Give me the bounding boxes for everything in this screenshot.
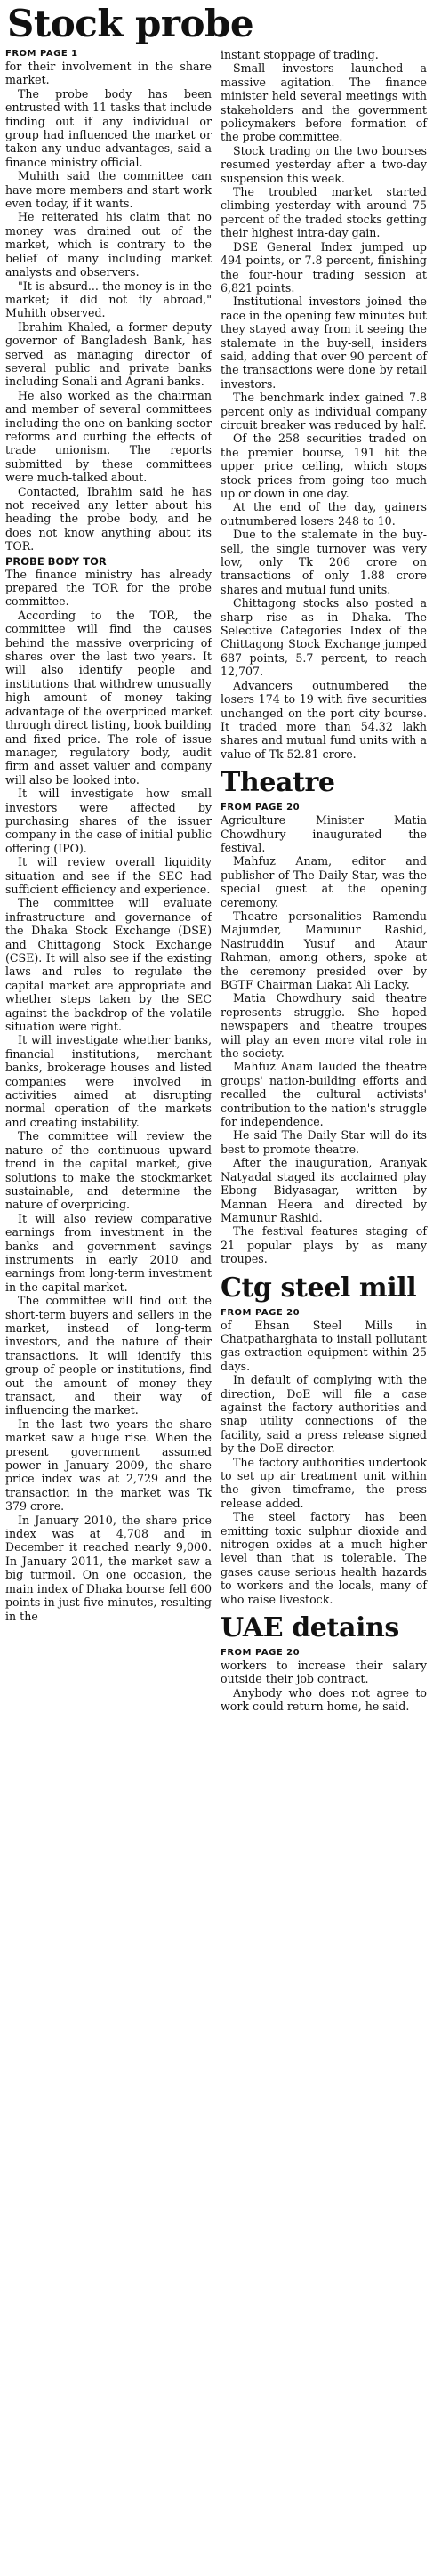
- paragraph: He reiterated his claim that no money was drained out of the market, which is contrary to the belief of many including market analysts and observers.: [5, 210, 212, 279]
- subhead-probe-body-tor: PROBE BODY TOR: [5, 554, 107, 568]
- paragraph: It will also review comparative earnings from investment in the banks and government savings instruments in early 2010 and earnings from long-term investment in the capital market.: [5, 1211, 212, 1294]
- from-page-label: FROM PAGE 20: [221, 1307, 301, 1318]
- paragraph: After the inauguration, Aranyak Natyadal staged its acclaimed play Ebong Bidyasagar, written by Mannan Heera and directed by Mamunur Rashid.: [221, 1156, 427, 1224]
- paragraph: At the end of the day, gainers outnumbered losers 248 to 10.: [221, 500, 427, 528]
- paragraph: Of the 258 securities traded on the premier bourse, 191 hit the upper price ceiling, which stops stock prices from going too much up or down in one day.: [221, 432, 427, 500]
- from-page-label: FROM PAGE 20: [221, 803, 301, 813]
- section-head-ctg-steel-mill: Ctg steel mill: [221, 1272, 417, 1304]
- paragraph: instant stoppage of trading.: [221, 48, 379, 61]
- paragraph: Mahfuz Anam lauded the theatre groups' nation-building efforts and recalled the cultural activists' contribution to the nation's struggle for independence.: [221, 1060, 427, 1129]
- paragraph: The finance ministry has already prepared the TOR for the probe committee.: [5, 567, 212, 609]
- columns: [5, 48, 428, 1714]
- paragraph: The committee will review the nature of the continuous upward trend in the capital market, give solutions to make the stockmarket sustainable, and determine the nature of overpricing.: [5, 1129, 212, 1212]
- paragraph: workers to increase their salary outside their job contract.: [221, 1659, 427, 1686]
- paragraph: Muhith said the committee can have more members and start work even today, if it wants.: [5, 169, 212, 211]
- paragraph: He also worked as the chairman and member of several committees including the one on banking sector reforms and curbing the effects of trade unionism. The reports submitted by these committees were much-talked about.: [5, 388, 212, 485]
- paragraph: The committee will evaluate infrastructure and governance of the Dhaka Stock Exchange (DSE) and Chittagong Stock Exchange (CSE). It will also see if the existing laws and rules to regulate the capital market are appropriate and whether steps taken by the SEC against the backdrop of the volatile situation were right.: [5, 896, 212, 1034]
- paragraph: for their involvement in the share market.: [5, 60, 212, 87]
- column-right: [221, 48, 427, 1714]
- paragraph: In the last two years the share market saw a huge rise. When the present government assumed power in January 2009, the share price index was at 2,729 and the transaction in the market was Tk 379 crore.: [5, 1417, 212, 1514]
- paragraph: The committee will find out the short-term buyers and sellers in the market, instead of long-term investors, and the nature of their transactions. It will identify this group of people or institutions, find out the amount of money they transact, and their way of influencing the market.: [5, 1294, 212, 1417]
- paragraph: The troubled market started climbing yesterday with around 75 percent of the traded stocks getting their highest intra-day gain.: [221, 185, 427, 240]
- paragraph: In default of complying with the direction, DoE will file a case against the factory authorities and snap utility connections of the facility, said a press release signed by the DoE director.: [221, 1373, 427, 1456]
- paragraph: "It is absurd... the money is in the market; it did not fly abroad," Muhith observed.: [5, 279, 212, 320]
- paragraph: of Ehsan Steel Mills in Chatpatharghata to install pollutant gas extraction equipment within 25 days.: [221, 1318, 427, 1373]
- from-page-label: FROM PAGE 1: [5, 49, 78, 59]
- newspaper-page: [0, 4, 433, 2576]
- paragraph: Theatre personalities Ramendu Majumder, Mamunur Rashid, Nasiruddin Yusuf and Ataur Rahman, among others, spoke at the ceremony presided over by BGTF Chairman Liakat Ali Lacky.: [221, 908, 427, 991]
- paragraph: He said The Daily Star will do its best to promote theatre.: [221, 1128, 427, 1156]
- paragraph: Chittagong stocks also posted a sharp rise as in Dhaka. The Selective Categories Index of the Chittagong Stock Exchange jumped 687 points, 5.7 percent, to reach 12,707.: [221, 596, 427, 679]
- section-head-theatre: Theatre: [221, 767, 335, 799]
- paragraph: Stock trading on the two bourses resumed yesterday after a two-day suspension this week.: [221, 143, 427, 185]
- paragraph: DSE General Index jumped up 494 points, or 7.8 percent, finishing the four-hour trading session at 6,821 points.: [221, 239, 427, 295]
- paragraph: Anybody who does not agree to work could return home, he said.: [221, 1685, 427, 1714]
- paragraph: Small investors launched a massive agitation. The finance minister held several meetings with stakeholders and the government policymakers before formation of the probe committee.: [221, 61, 427, 144]
- headline: Stock probe: [7, 2, 254, 45]
- paragraph: It will investigate how small investors were affected by purchasing shares of the issuer company in the case of initial public offering (IPO).: [5, 787, 212, 855]
- paragraph: The probe body has been entrusted with 11 tasks that include finding out if any individual or group had influenced the market or taken any undue advantages, said a finance ministry official.: [5, 86, 212, 169]
- paragraph: Institutional investors joined the race in the opening few minutes but they stayed away from it seeing the stalemate in the buy-sell, insiders said, adding that over 90 percent of the transactions were done by retail investors.: [221, 295, 427, 391]
- paragraph: The steel factory has been emitting toxic sulphur dioxide and nitrogen oxides at a much higher level than that is tolerable. The gases cause serious health hazards to workers and the locals, many of who raise livestock.: [221, 1510, 427, 1606]
- paragraph: Agriculture Minister Matia Chowdhury inaugurated the festival.: [221, 813, 427, 854]
- paragraph: In January 2010, the share price index was at 4,708 and in December it reached nearly 9,000. In January 2011, the market saw a big turmoil. On one occasion, the main index of Dhaka bourse fell 600 points in just five minutes, resulting in the: [5, 1513, 212, 1623]
- paragraph: The factory authorities undertook to set up air treatment unit within the given timeframe, the press release added.: [221, 1455, 427, 1510]
- paragraph: According to the TOR, the committee will find the causes behind the massive overpricing of shares over the last two years. It will also identify people and institutions that withdrew unusually high amount of money taking advantage of the overpriced market through direct listing, book building and fixed price. The role of issue manager, regulatory body, audit firm and asset valuer and company will also be looked into.: [5, 608, 212, 787]
- paragraph: It will investigate whether banks, financial institutions, merchant banks, brokerage houses and listed companies were involved in activities aimed at disrupting normal operation of the markets and creating instability.: [5, 1033, 212, 1129]
- paragraph: Advancers outnumbered the losers 174 to 19 with five securities unchanged on the port city bourse. It traded more than 54.32 lakh shares and mutual fund units with a value of Tk 52.81 crore.: [221, 678, 427, 761]
- paragraph: It will review overall liquidity situation and see if the SEC had sufficient efficiency and experience.: [5, 855, 212, 896]
- paragraph: Contacted, Ibrahim said he has not received any letter about his heading the probe body, and he does not know anything about its TOR.: [5, 484, 212, 553]
- from-page-label: FROM PAGE 20: [221, 1648, 301, 1659]
- section-head-uae-detains: UAE detains: [221, 1612, 399, 1644]
- paragraph: Due to the stalemate in the buy-sell, the single turnover was very low, only Tk 206 crore on transactions of only 1.88 crore shares and mutual fund units.: [221, 528, 427, 596]
- paragraph: The festival features staging of 21 popular plays by as many troupes.: [221, 1224, 427, 1266]
- paragraph: Ibrahim Khaled, a former deputy governor of Bangladesh Bank, has served as managing director of several public and private banks including Sonali and Agrani banks.: [5, 319, 212, 389]
- paragraph: The benchmark index gained 7.8 percent only as individual company circuit breaker was reduced by half.: [221, 391, 427, 432]
- column-left: [5, 48, 212, 1714]
- paragraph: Mahfuz Anam, editor and publisher of The Daily Star, was the special guest at the opening ceremony.: [221, 854, 427, 909]
- paragraph: Matia Chowdhury said theatre represents struggle. She hoped newspapers and theatre troupes will play an even more vital role in the society.: [221, 991, 427, 1061]
